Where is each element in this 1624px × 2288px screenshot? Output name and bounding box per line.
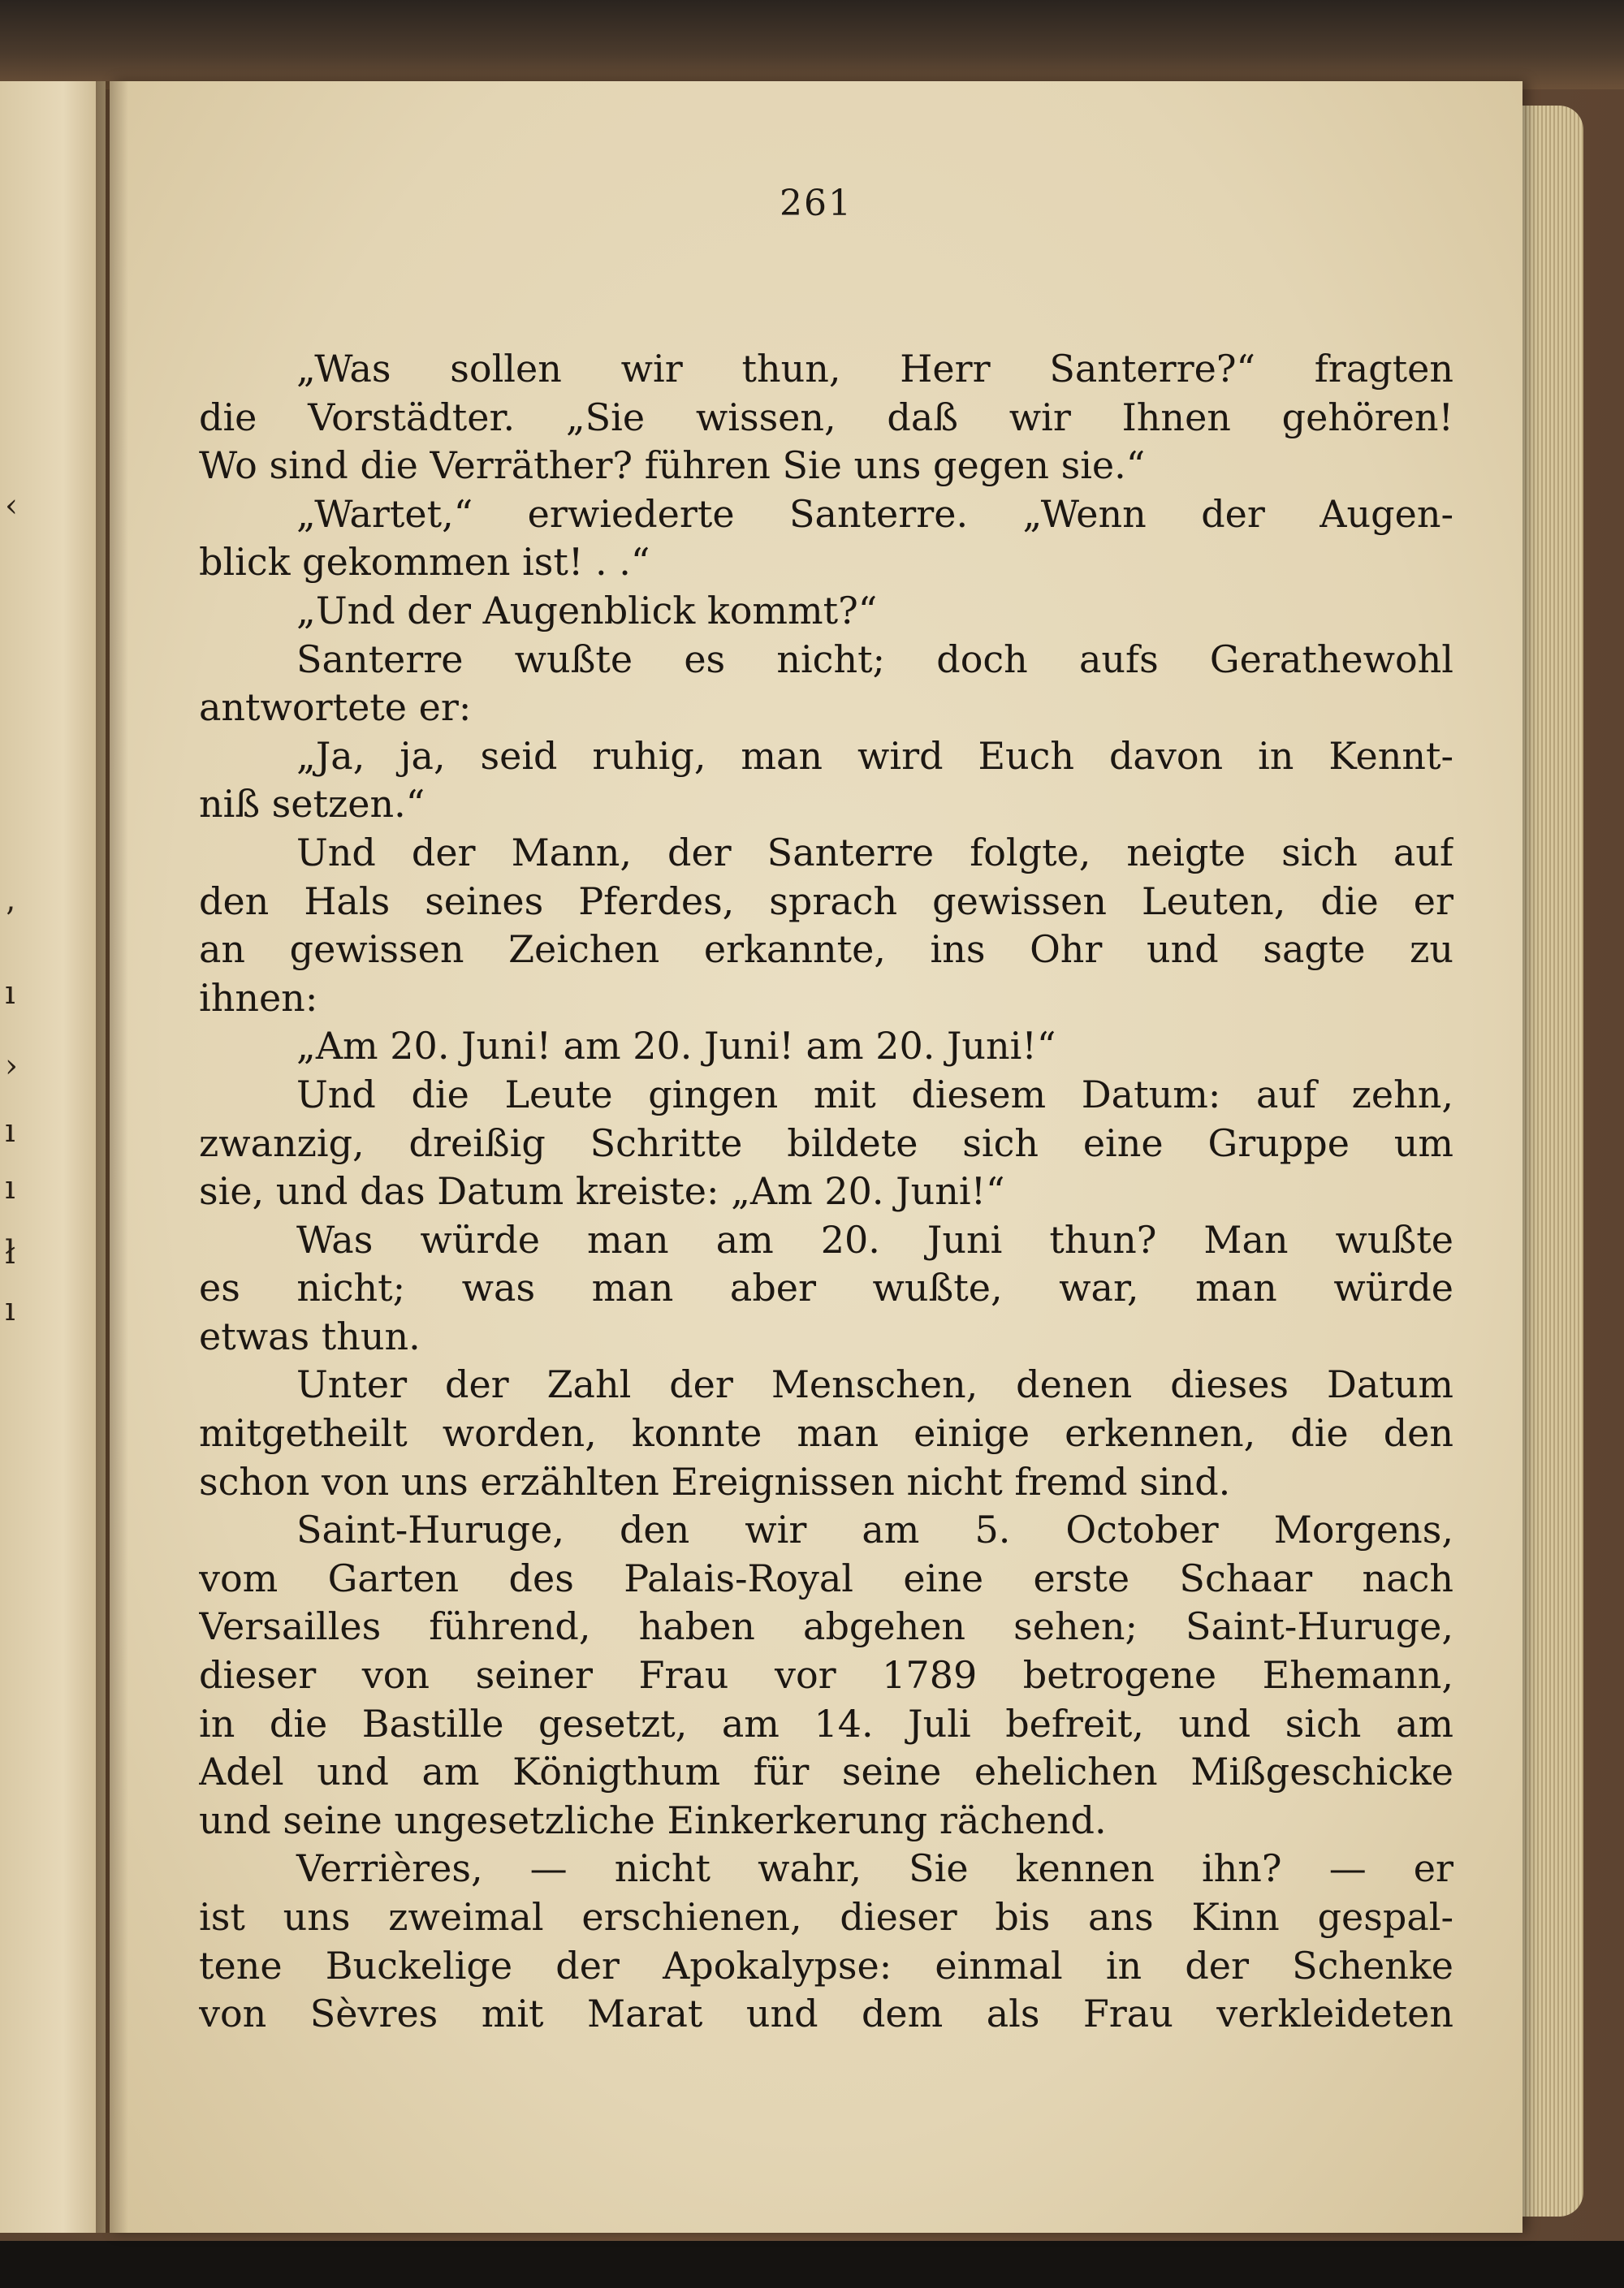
- margin-mark: ł: [5, 1234, 15, 1271]
- text-line: „Am 20. Juni! am 20. Juni! am 20. Juni!“: [296, 1024, 1056, 1068]
- text-line: „Wartet,“ erwiederte Santerre. „Wenn der Augen-: [296, 491, 1453, 536]
- text-line: niß setzen.“: [199, 782, 425, 827]
- text-line: mitgetheilt worden, konnte man einige erkennen, die den: [199, 1411, 1453, 1456]
- margin-mark: ı: [5, 1291, 15, 1328]
- text-line: ihnen:: [199, 975, 318, 1020]
- text-line: an gewissen Zeichen erkannte, ins Ohr und sagte zu: [199, 927, 1453, 972]
- margin-mark: ı: [5, 1169, 15, 1207]
- text-line: Verrières, — nicht wahr, Sie kennen ihn? — er: [296, 1846, 1453, 1891]
- text-line: tene Buckelige der Apokalypse: einmal in der Schenke: [199, 1943, 1453, 1988]
- text-line: blick gekommen ist! . .“: [199, 540, 650, 585]
- text-line: sie, und das Datum kreiste: „Am 20. Juni!“: [199, 1169, 1005, 1214]
- text-line: Was würde man am 20. Juni thun? Man wußte: [296, 1217, 1453, 1262]
- margin-mark: ı: [5, 974, 15, 1012]
- page-number: 261: [780, 183, 853, 224]
- text-line: „Ja, ja, seid ruhig, man wird Euch davon in Kennt-: [296, 733, 1453, 778]
- text-line: Unter der Zahl der Menschen, denen dieses Datum: [296, 1362, 1453, 1407]
- text-line: antwortete er:: [199, 685, 472, 730]
- text-line: ist uns zweimal erschienen, dieser bis ans Kinn gespal-: [199, 1895, 1453, 1939]
- text-line: Wo sind die Verräther? führen Sie uns gegen sie.“: [199, 443, 1146, 488]
- margin-mark: ’: [5, 901, 15, 939]
- text-line: Santerre wußte es nicht; doch aufs Gerathewohl: [296, 637, 1453, 681]
- text-line: dieser von seiner Frau vor 1789 betrogene Ehemann,: [199, 1653, 1453, 1698]
- page-text-block: [199, 345, 1453, 2039]
- text-line: die Vorstädter. „Sie wissen, daß wir Ihnen gehören!: [199, 395, 1453, 439]
- text-line: zwanzig, dreißig Schritte bildete sich eine Gruppe um: [199, 1120, 1453, 1165]
- text-line: Und die Leute gingen mit diesem Datum: auf zehn,: [296, 1072, 1453, 1116]
- text-line: Versailles führend, haben abgehen sehen; Saint-Huruge,: [199, 1604, 1453, 1649]
- text-line: schon von uns erzählten Ereignissen nicht fremd sind.: [199, 1459, 1231, 1504]
- text-line: Und der Mann, der Santerre folgte, neigte sich auf: [296, 830, 1453, 874]
- text-line: in die Bastille gesetzt, am 14. Juli befreit, und sich am: [199, 1701, 1453, 1746]
- gutter-shadow: [96, 81, 128, 2233]
- text-line: es nicht; was man aber wußte, war, man würde: [199, 1266, 1453, 1310]
- text-line: und seine ungesetzliche Einkerkerung rächend.: [199, 1798, 1107, 1842]
- margin-mark: ‹: [5, 487, 18, 525]
- margin-mark: ı: [5, 1112, 15, 1150]
- text-line: „Und der Augenblick kommt?“: [296, 588, 878, 632]
- facing-page-marks: [5, 0, 29, 2288]
- text-line: vom Garten des Palais-Royal eine erste Schaar nach: [199, 1556, 1453, 1600]
- text-line: von Sèvres mit Marat und dem als Frau verkleideten: [199, 1992, 1453, 2036]
- text-line: „Was sollen wir thun, Herr Santerre?“ fragten: [296, 347, 1453, 391]
- text-line: etwas thun.: [199, 1314, 421, 1358]
- text-line: Adel und am Königthum für seine ehelichen Mißgeschicke: [199, 1750, 1453, 1794]
- text-line: Saint-Huruge, den wir am 5. October Morgens,: [296, 1508, 1453, 1552]
- book-page: [110, 81, 1522, 2233]
- book-cover-top: [0, 0, 1624, 89]
- text-line: den Hals seines Pferdes, sprach gewissen Leuten, die er: [199, 879, 1453, 923]
- margin-mark: ›: [5, 1047, 18, 1085]
